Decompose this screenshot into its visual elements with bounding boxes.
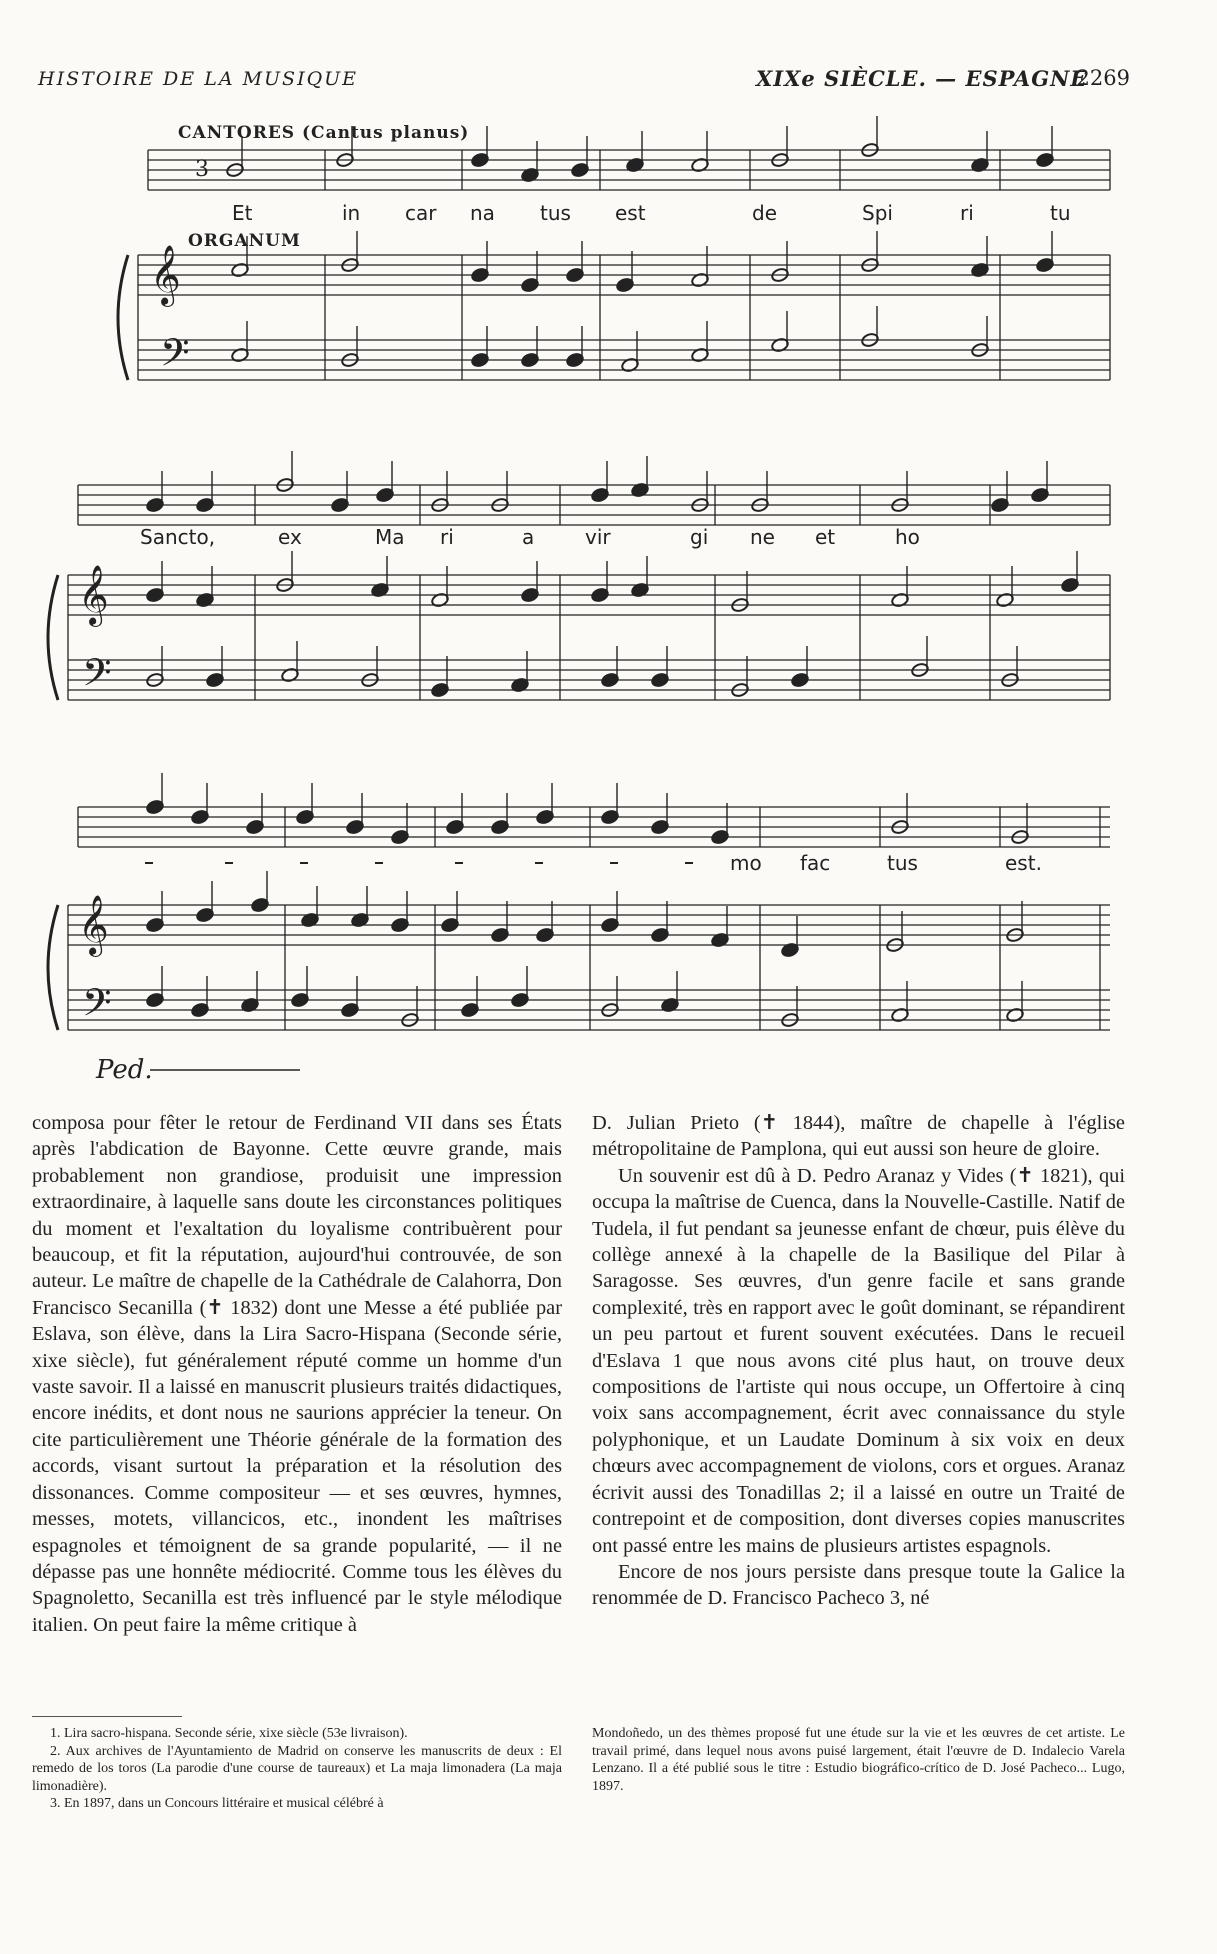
lyric: Spi <box>862 201 893 225</box>
text-column-left <box>32 1110 562 1638</box>
lyric: tus <box>540 201 571 225</box>
time-signature: 3 <box>195 157 209 182</box>
score-title: CANTORES (Cantus planus) <box>178 123 470 143</box>
lyric: ex <box>278 525 302 549</box>
lyric: fac <box>800 851 831 875</box>
treble-clef-icon: 𝄞 <box>150 245 181 305</box>
pedal-mark: Ped. <box>96 1055 153 1085</box>
footnote: 3. En 1897, dans un Concours littéraire et musical célébré à <box>50 1796 384 1811</box>
lyric: vir <box>585 525 611 549</box>
brace <box>48 575 58 700</box>
header-book-title: HISTOIRE DE LA MUSIQUE <box>38 68 359 90</box>
footnote: 1. Lira sacro-hispana. Seconde série, xixe siècle (53e livraison). <box>50 1726 408 1741</box>
staff-systems <box>48 116 1110 1034</box>
bass-clef-icon: 𝄢 <box>160 330 190 384</box>
page-number: 2269 <box>1076 66 1130 90</box>
organum-label: ORGANUM <box>188 231 301 251</box>
footnote: 2. Aux archives de l'Ayuntamiento de Madrid on conserve les manuscrits de deux : El remedo de los toros (La parodie d'une course de taureaux) et La maja limonadera (La maja limonadière). <box>32 1743 562 1794</box>
bass-clef-icon: 𝄢 <box>82 980 112 1034</box>
brace <box>48 905 58 1030</box>
lyric: Sancto, <box>140 525 216 549</box>
lyric: a <box>522 525 535 549</box>
paragraph: Un souvenir est dû à D. Pedro Aranaz y Vides (✝ 1821), qui occupa la maîtrise de Cuenca, dans la Nouvelle-Castille. Natif de Tudela, il fut pendant sa jeunesse enfant de chœur, puis élève du collège annexé à la chapelle de la Basilique del Pilar à Saragosse. Ses œuvres, d'un genre facile et sans grande complexité, très en rapport avec le goût dominant, se répandirent un peu partout et furent souvent exécutées. Dans le recueil d'Eslava 1 que nous avons cité plus haut, on trouve deux compositions de l'artiste qui nous occupe, un Offertoire à cinq voix sans accompagnement, écrit avec connaissance du style polyphonique, et un Laudate Dominum à six voix en deux chœurs avec accompagnement de violons, cors et orgues. Aranaz écrivit aussi des Tonadillas 2; il a laissé en outre un Traité de contrepoint et de composition, dont diverses copies manuscrites ont passé entre les mains de plusieurs artistes espagnols. <box>592 1164 1125 1557</box>
treble-clef-icon: 𝄞 <box>78 895 109 955</box>
lyric: est <box>615 201 646 225</box>
lyric: ne <box>750 525 775 549</box>
brace <box>118 255 128 380</box>
lyric: de <box>752 201 777 225</box>
lyric: tus <box>887 851 918 875</box>
lyric: ri <box>960 201 974 225</box>
footnotes-right <box>592 1725 1125 1795</box>
lyric: na <box>470 201 495 225</box>
footnote: Mondoñedo, un des thèmes proposé fut une étude sur la vie et les œuvres de cet artiste. Le travail primé, dans lequel nous avons puisé largement, était l'œuvre de D. Indalecio Varela Lenzano. Il a été publié sous le titre : Estudio biográfico-crítico de D. José Pacheco... Lugo, 1897. <box>592 1726 1125 1794</box>
lyric: Ma <box>375 525 405 549</box>
footnotes-left <box>32 1725 562 1813</box>
lyric: tu <box>1050 201 1071 225</box>
lyric: mo <box>730 851 762 875</box>
paragraph: D. Julian Prieto (✝ 1844), maître de chapelle à l'église métropolitaine de Pamplona, qui eut aussi son heure de gloire. <box>592 1112 1125 1161</box>
lyric: et <box>815 525 836 549</box>
lyric: Et <box>232 201 253 225</box>
paragraph: Encore de nos jours persiste dans presque toute la Galice la renommée de D. Francisco Pacheco 3, né <box>592 1560 1125 1610</box>
lyric: ho <box>895 525 920 549</box>
bass-clef-icon: 𝄢 <box>82 650 112 704</box>
header-section-title: XIXe SIÈCLE. — ESPAGNE <box>756 66 1088 91</box>
paragraph: composa pour fêter le retour de Ferdinand VII dans ses États après l'abdication de Bayonne. Cette œuvre grande, mais probablement non grandiose, produisit une impression extraordinaire, à laquelle sans doute les circonstances politiques du moment et l'exaltation du loyalisme contribuèrent pour beaucoup, et fit la réputation, aujourd'hui controuvée, de son auteur. Le maître de chapelle de la Cathédrale de Calahorra, Don Francisco Secanilla (✝ 1832) dont une Messe a été publiée par Eslava, son élève, dans la Lira Sacro-Hispana (Seconde série, xixe siècle), fut généralement réputé comme un homme d'un vaste savoir. Il a laissé en manuscrit plusieurs traités didactiques, encore inédits, et dont nous ne saurions apprécier la teneur. On cite particulièrement une Théorie générale de la formation des accords, visant surtout la préparation et la résolution des dissonances. Comme compositeur — et ses œuvres, hymnes, messes, motets, villancicos, etc., inondent les maîtrises espagnoles et témoignent de sa grande popularité, — il ne dépasse pas une honnête médiocrité. Comme tous les élèves du Spagnoletto, Secanilla est très influencé par le style mélodique italien. On peut faire la même critique à <box>32 1112 562 1636</box>
text-column-right <box>592 1110 1125 1612</box>
footnote-rule <box>32 1716 182 1717</box>
lyric: in <box>342 201 361 225</box>
lyric: est. <box>1005 851 1042 875</box>
lyric: car <box>405 201 437 225</box>
treble-clef-icon: 𝄞 <box>78 565 109 625</box>
lyric: gi <box>690 525 709 549</box>
lyric: ri <box>440 525 454 549</box>
